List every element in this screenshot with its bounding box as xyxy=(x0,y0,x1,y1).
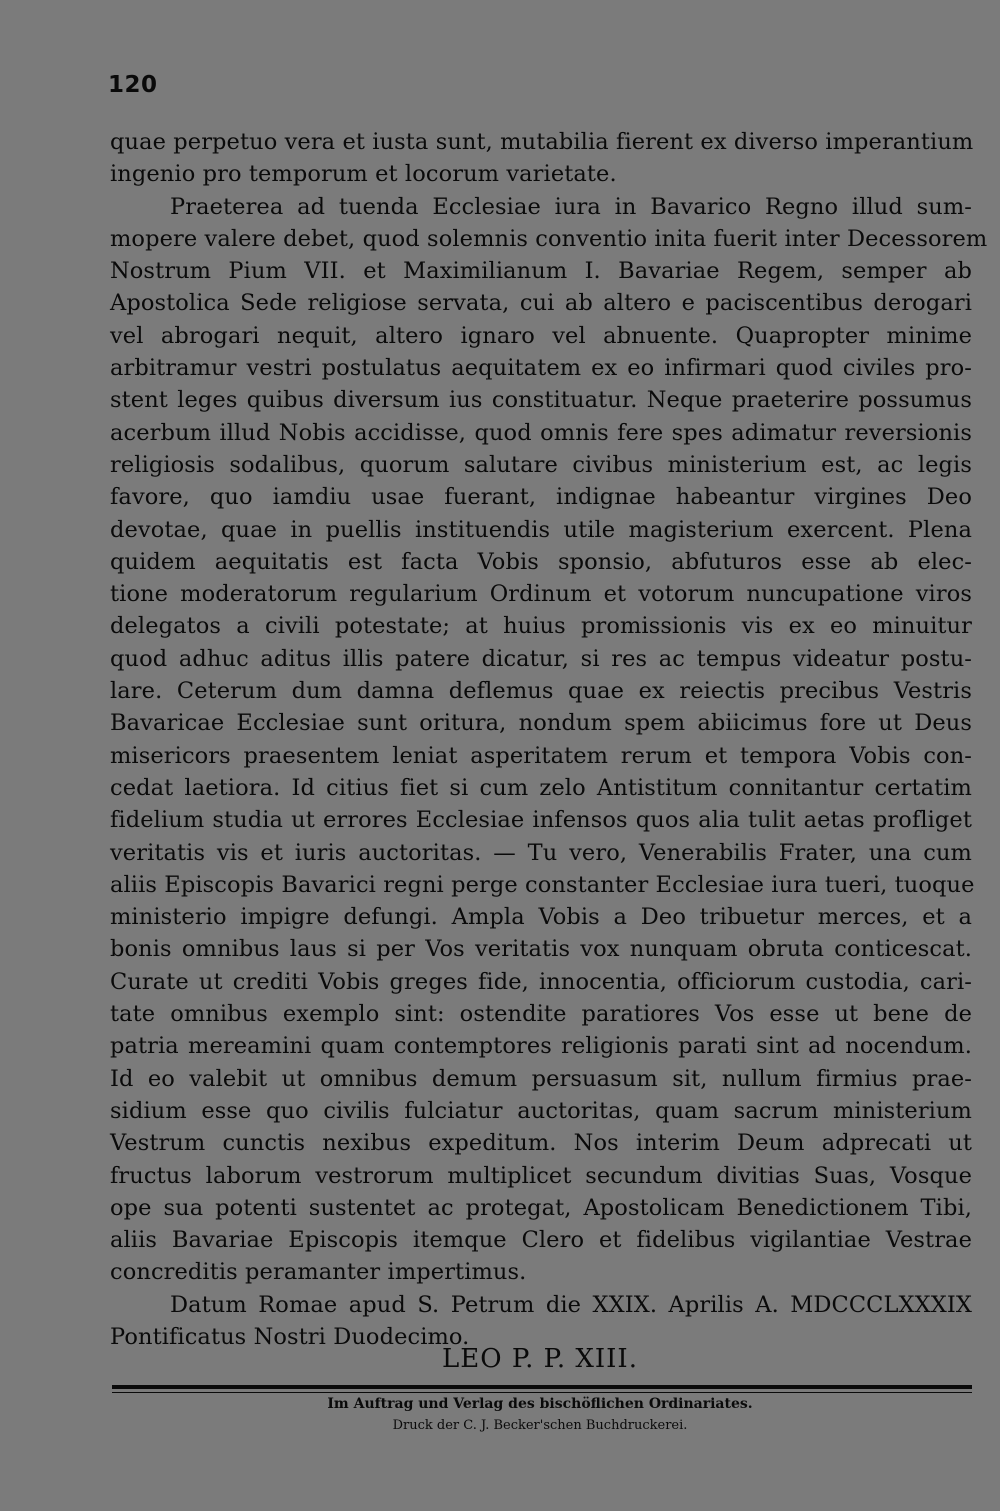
text-line: tione moderatorum regularium Ordinum et votorum nuncupatione viros xyxy=(110,581,972,608)
text-line: delegatos a civili potestate; at huius promissionis vis ex eo minuitur xyxy=(110,613,972,640)
imprint-publisher: Im Auftrag und Verlag des bischöflichen Ordinariates. xyxy=(327,1396,753,1412)
text-line: Praeterea ad tuenda Ecclesiae iura in Bavarico Regno illud sum- xyxy=(170,193,972,220)
text-line: quidem aequitatis est facta Vobis sponsio, abfuturos esse ab elec- xyxy=(110,548,972,575)
text-line: religiosis sodalibus, quorum salutare civibus ministerium est, ac legis xyxy=(110,451,972,478)
text-line: aliis Bavariae Episcopis itemque Clero et fidelibus vigilantiae Vestrae xyxy=(110,1227,972,1254)
text-line: lare. Ceterum dum damna deflemus quae ex reiectis precibus Vestris xyxy=(110,678,972,705)
divider-rule-thin xyxy=(112,1392,972,1393)
page-number: 120 xyxy=(108,72,158,98)
divider-rule xyxy=(112,1385,972,1389)
text-line: ingenio pro temporum et locorum varietate. xyxy=(110,161,617,188)
text-line: bonis omnibus laus si per Vos veritatis vox nunquam obruta conticescat. xyxy=(110,936,972,963)
date-line: Datum Romae apud S. Petrum die XXIX. Aprilis A. MDCCCLXXXIX xyxy=(170,1291,972,1318)
text-line: devotae, quae in puellis instituendis utile magisterium exercent. Plena xyxy=(110,516,972,543)
text-line: ope sua potenti sustentet ac protegat, Apostolicam Benedictionem Tibi, xyxy=(110,1194,972,1221)
text-line: patria mereamini quam contemptores religionis parati sint ad nocendum. xyxy=(110,1033,972,1060)
signature: LEO P. P. XIII. xyxy=(442,1344,638,1374)
text-line: mopere valere debet, quod solemnis conventio inita fuerit inter Decessorem xyxy=(110,225,988,252)
text-line: Curate ut crediti Vobis greges fide, innocentia, officiorum custodia, cari- xyxy=(110,968,972,995)
text-line: Bavaricae Ecclesiae sunt oritura, nondum spem abiicimus fore ut Deus xyxy=(110,710,972,737)
text-line: veritatis vis et iuris auctoritas. — Tu vero, Venerabilis Frater, una cum xyxy=(110,839,972,866)
text-line: quae perpetuo vera et iusta sunt, mutabilia fierent ex diverso imperantium xyxy=(110,129,974,155)
pontificate-line: Pontificatus Nostri Duodecimo. xyxy=(110,1323,470,1350)
text-line: favore, quo iamdiu usae fuerant, indignae habeantur virgines Deo xyxy=(110,484,972,511)
text-line: sidium esse quo civilis fulciatur auctoritas, quam sacrum ministerium xyxy=(110,1097,972,1124)
text-line: Id eo valebit ut omnibus demum persuasum sit, nullum firmius prae- xyxy=(110,1065,972,1092)
text-line: stent leges quibus diversum ius constituatur. Neque praeterire possumus xyxy=(110,387,972,414)
text-line: fructus laborum vestrorum multiplicet secundum divitias Suas, Vosque xyxy=(110,1162,972,1189)
text-line: arbitramur vestri postulatus aequitatem ex eo infirmari quod civiles pro- xyxy=(110,355,972,382)
text-line: aliis Episcopis Bavarici regni perge constanter Ecclesiae iura tueri, tuoque xyxy=(110,871,975,898)
text-line: vel abrogari nequit, altero ignaro vel abnuente. Quapropter minime xyxy=(110,322,972,349)
text-line: misericors praesentem leniat asperitatem rerum et tempora Vobis con- xyxy=(110,742,972,769)
text-line: ministerio impigre defungi. Ampla Vobis a Deo tribuetur merces, et a xyxy=(110,904,972,931)
text-line: Nostrum Pium VII. et Maximilianum I. Bavariae Regem, semper ab xyxy=(110,258,972,285)
text-line: cedat laetiora. Id citius fiet si cum zelo Antistitum connitantur certatim xyxy=(110,774,972,801)
text-line: quod adhuc aditus illis patere dicatur, si res ac tempus videatur postu- xyxy=(110,645,972,672)
text-line: concreditis peramanter impertimus. xyxy=(110,1259,527,1286)
text-line: tate omnibus exemplo sint: ostendite paratiores Vos esse ut bene de xyxy=(110,1001,972,1028)
text-line: acerbum illud Nobis accidisse, quod omnis fere spes adimatur reversionis xyxy=(110,419,972,446)
text-line: fidelium studia ut errores Ecclesiae infensos quos alia tulit aetas profliget xyxy=(110,807,972,834)
text-line: Vestrum cunctis nexibus expeditum. Nos interim Deum adprecati ut xyxy=(110,1130,972,1157)
text-line: Apostolica Sede religiose servata, cui ab altero e paciscentibus derogari xyxy=(110,290,972,317)
imprint-printer: Druck der C. J. Becker'schen Buchdruckerei. xyxy=(392,1418,688,1433)
body-text xyxy=(110,126,988,1353)
